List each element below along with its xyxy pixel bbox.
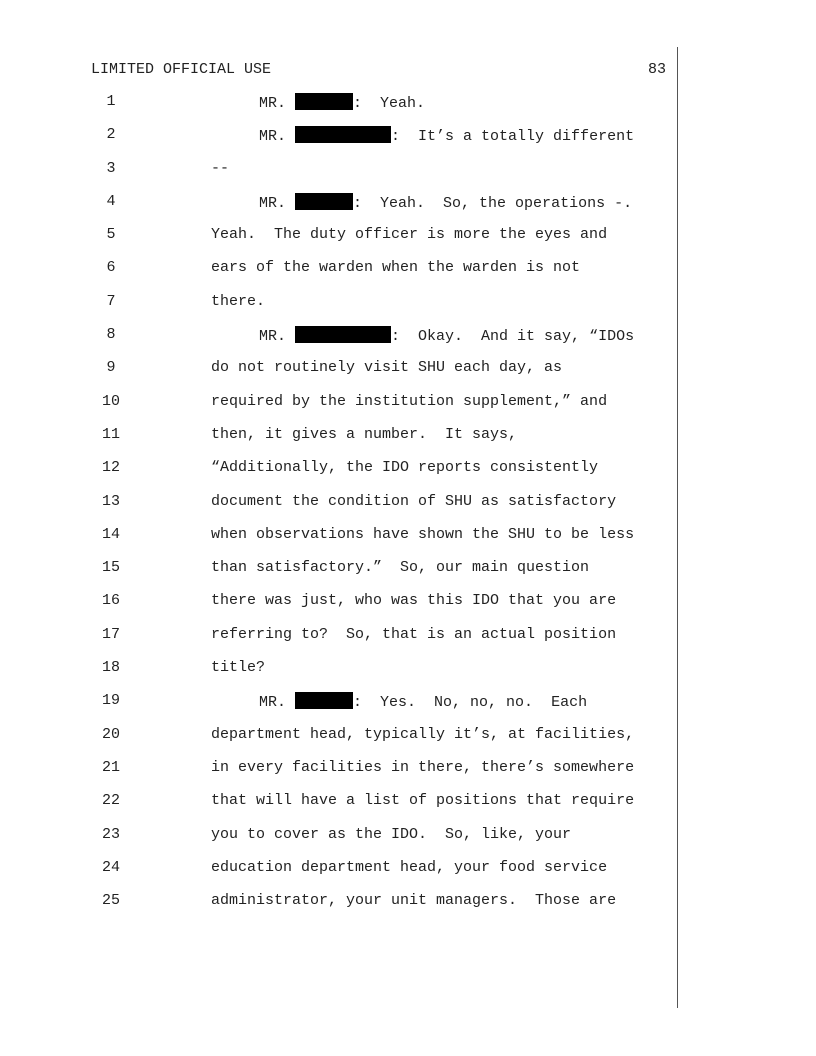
transcript-line	[0, 892, 816, 925]
transcript-line	[0, 226, 816, 259]
line-text: that will have a list of positions that require	[211, 792, 635, 810]
speech-text: : Okay. And it say, “IDOs	[391, 328, 635, 346]
transcript-line	[0, 459, 816, 492]
transcript-line	[0, 126, 816, 159]
transcript-body	[0, 93, 816, 925]
line-text: there was just, who was this IDO that you are	[211, 592, 617, 610]
line-text	[259, 326, 634, 345]
speaker-label: MR.	[259, 328, 287, 346]
transcript-line	[0, 93, 816, 126]
transcript-line	[0, 393, 816, 426]
line-number: 2	[106, 126, 116, 144]
line-text: ears of the warden when the warden is not	[211, 259, 581, 277]
transcript-line	[0, 592, 816, 625]
line-text: education department head, your food service	[211, 858, 608, 876]
line-text: you to cover as the IDO. So, like, your	[211, 825, 572, 843]
redaction-box	[295, 326, 391, 343]
transcript-line	[0, 859, 816, 892]
redaction-box	[295, 126, 391, 143]
speech-text: : Yes. No, no, no. Each	[353, 694, 588, 712]
transcript-line	[0, 259, 816, 292]
transcript-line	[0, 193, 816, 226]
transcript-line	[0, 326, 816, 359]
line-number: 6	[106, 259, 116, 277]
transcript-line	[0, 759, 816, 792]
line-number: 13	[101, 492, 120, 510]
line-text: referring to? So, that is an actual position	[211, 625, 617, 643]
speaker-label: MR.	[259, 694, 287, 712]
line-number: 19	[101, 692, 120, 710]
line-text: document the condition of SHU as satisfactory	[211, 492, 617, 510]
line-number: 14	[101, 525, 120, 543]
transcript-line	[0, 493, 816, 526]
transcript-line	[0, 726, 816, 759]
line-number: 5	[106, 226, 116, 244]
line-text	[259, 692, 587, 711]
line-number: 17	[101, 625, 120, 643]
transcript-line	[0, 359, 816, 392]
line-text: department head, typically it’s, at facilities,	[211, 725, 635, 743]
line-text: required by the institution supplement,” and	[211, 392, 608, 410]
line-text: administrator, your unit managers. Those are	[211, 892, 617, 910]
line-number: 9	[106, 359, 116, 377]
line-number: 18	[101, 659, 120, 677]
transcript-line	[0, 792, 816, 825]
redaction-box	[295, 692, 353, 709]
line-number: 24	[101, 858, 120, 876]
line-number: 12	[101, 459, 120, 477]
line-number: 4	[106, 192, 116, 210]
speaker-label: MR.	[259, 95, 287, 112]
redaction-box	[295, 93, 353, 110]
line-number: 21	[101, 758, 120, 776]
line-text: there.	[211, 292, 266, 310]
transcript-line	[0, 659, 816, 692]
speech-text: : Yeah. So, the operations -.	[353, 194, 633, 212]
line-number: 16	[101, 592, 120, 610]
line-text: --	[211, 159, 230, 177]
transcript-line	[0, 293, 816, 326]
line-number: 20	[101, 725, 120, 743]
transcript-line	[0, 692, 816, 725]
page-number: 83	[648, 61, 667, 78]
line-number: 3	[106, 159, 116, 177]
line-text	[259, 193, 632, 212]
line-text: title?	[211, 659, 266, 677]
transcript-line	[0, 160, 816, 193]
line-number: 25	[101, 892, 120, 910]
line-text: do not routinely visit SHU each day, as	[211, 359, 563, 377]
line-text: in every facilities in there, there’s somewhere	[211, 758, 635, 776]
line-text: when observations have shown the SHU to be less	[211, 525, 635, 543]
redaction-box	[295, 193, 353, 210]
transcript-line	[0, 826, 816, 859]
speech-text: : It’s a totally different	[391, 128, 635, 146]
line-text	[259, 93, 425, 112]
transcript-line	[0, 559, 816, 592]
line-number: 8	[106, 326, 116, 344]
line-text: then, it gives a number. It says,	[211, 425, 518, 443]
speaker-label: MR.	[259, 194, 287, 212]
transcript-line	[0, 426, 816, 459]
transcript-line	[0, 526, 816, 559]
line-number: 1	[106, 93, 116, 110]
line-text: than satisfactory.” So, our main question	[211, 559, 590, 577]
classification-header: LIMITED OFFICIAL USE	[91, 61, 272, 78]
line-number: 10	[101, 392, 120, 410]
line-number: 23	[101, 825, 120, 843]
line-number: 15	[101, 559, 120, 577]
line-text	[259, 126, 634, 145]
transcript-line	[0, 626, 816, 659]
line-number: 7	[106, 292, 116, 310]
line-text: Yeah. The duty officer is more the eyes and	[211, 226, 608, 244]
line-number: 22	[101, 792, 120, 810]
speech-text: : Yeah.	[353, 95, 426, 112]
speaker-label: MR.	[259, 128, 287, 146]
line-number: 11	[101, 425, 120, 443]
line-text: “Additionally, the IDO reports consistently	[211, 459, 599, 477]
